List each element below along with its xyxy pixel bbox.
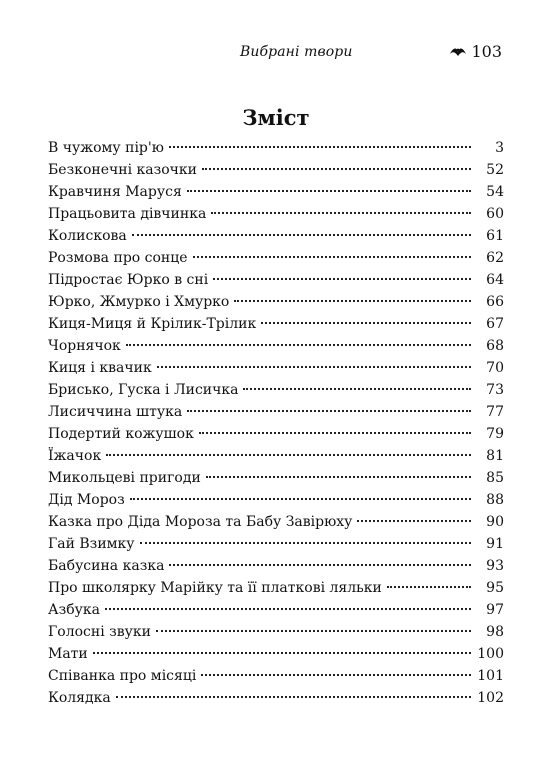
entry-page-number: 54 <box>486 184 504 200</box>
entry-page-number: 62 <box>486 250 504 266</box>
entry-title: Брисько, Гуска і Лисичка <box>48 382 239 398</box>
toc-entry[interactable] <box>48 313 504 335</box>
entry-title: Подертий кожушок <box>48 426 194 442</box>
toc-entry[interactable] <box>48 291 504 313</box>
toc-entry[interactable] <box>48 687 504 709</box>
entry-title: Лисиччина штука <box>48 404 183 420</box>
dot-leader <box>116 696 471 698</box>
entry-title: Микольцеві пригоди <box>48 470 201 486</box>
dot-leader <box>201 674 471 676</box>
entry-page-number: 97 <box>486 602 504 618</box>
dot-leader <box>357 520 471 522</box>
dot-leader <box>130 498 471 500</box>
toc-entry[interactable] <box>48 335 504 357</box>
entry-page-number: 85 <box>486 470 504 486</box>
entry-title: Про школярку Марійку та її платкові ляльки <box>48 580 382 596</box>
entry-title: Колядка <box>48 690 111 706</box>
toc-entry[interactable] <box>48 445 504 467</box>
dot-leader <box>199 432 471 434</box>
entry-title: Чорнячок <box>48 338 121 354</box>
toc-entry[interactable] <box>48 247 504 269</box>
dot-leader <box>169 564 471 566</box>
entry-page-number: 73 <box>486 382 504 398</box>
dot-leader <box>261 322 471 324</box>
dot-leader <box>206 476 471 478</box>
table-of-contents <box>48 137 504 709</box>
toc-entry[interactable] <box>48 511 504 533</box>
toc-entry[interactable] <box>48 467 504 489</box>
dot-leader <box>193 256 471 258</box>
entry-page-number: 79 <box>486 426 504 442</box>
entry-title: Мати <box>48 646 88 662</box>
toc-entry[interactable] <box>48 555 504 577</box>
entry-title: Голосні звуки <box>48 624 151 640</box>
toc-entry[interactable] <box>48 599 504 621</box>
dot-leader <box>140 542 471 544</box>
entry-page-number: 67 <box>486 316 504 332</box>
entry-title: Казка про Діда Мороза та Бабу Завірюху <box>48 514 353 530</box>
dot-leader <box>157 366 471 368</box>
entry-title: Кравчиня Маруся <box>48 184 182 200</box>
toc-entry[interactable] <box>48 225 504 247</box>
toc-entry[interactable] <box>48 665 504 687</box>
dot-leader <box>187 190 471 192</box>
dot-leader <box>106 454 471 456</box>
entry-page-number: 90 <box>486 514 504 530</box>
page-number: 103 <box>471 42 502 61</box>
entry-page-number: 66 <box>486 294 504 310</box>
entry-title: Бабусина казка <box>48 558 165 574</box>
toc-entry[interactable] <box>48 379 504 401</box>
entry-page-number: 77 <box>486 404 504 420</box>
entry-page-number: 70 <box>486 360 504 376</box>
entry-title: Колискова <box>48 228 127 244</box>
toc-entry[interactable] <box>48 533 504 555</box>
toc-entry[interactable] <box>48 489 504 511</box>
entry-page-number: 100 <box>477 646 504 662</box>
toc-entry[interactable] <box>48 423 504 445</box>
entry-page-number: 52 <box>486 162 504 178</box>
dot-leader <box>213 278 471 280</box>
dot-leader <box>169 146 471 148</box>
entry-page-number: 64 <box>486 272 504 288</box>
toc-entry[interactable] <box>48 621 504 643</box>
toc-entry[interactable] <box>48 357 504 379</box>
toc-entry[interactable] <box>48 159 504 181</box>
dot-leader <box>132 234 471 236</box>
entry-title: Гай Взимку <box>48 536 135 552</box>
dot-leader <box>211 212 471 214</box>
toc-entry[interactable] <box>48 577 504 599</box>
entry-title: В чужому пір'ю <box>48 140 164 156</box>
entry-title: Киця і квачик <box>48 360 152 376</box>
entry-title: Безконечні казочки <box>48 162 198 178</box>
entry-page-number: 95 <box>486 580 504 596</box>
dot-leader <box>243 388 471 390</box>
dot-leader <box>156 630 471 632</box>
entry-page-number: 91 <box>486 536 504 552</box>
entry-title: Киця-Миця й Крілик-Трілик <box>48 316 257 332</box>
book-title: Вибрані твори <box>240 44 353 60</box>
entry-page-number: 88 <box>486 492 504 508</box>
toc-entry[interactable] <box>48 269 504 291</box>
entry-title: Підростає Юрко в сні <box>48 272 209 288</box>
page-mark <box>449 42 502 62</box>
entry-page-number: 68 <box>486 338 504 354</box>
entry-page-number: 93 <box>486 558 504 574</box>
entry-title: Співанка про місяці <box>48 668 197 684</box>
ornament-icon <box>449 46 467 58</box>
entry-title: Їжачок <box>48 448 102 464</box>
dot-leader <box>387 586 471 588</box>
entry-page-number: 60 <box>486 206 504 222</box>
toc-entry[interactable] <box>48 203 504 225</box>
dot-leader <box>105 608 471 610</box>
entry-title: Працьовита дівчинка <box>48 206 207 222</box>
entry-title: Юрко, Жмурко і Хмурко <box>48 294 230 310</box>
entry-page-number: 102 <box>477 690 504 706</box>
toc-entry[interactable] <box>48 137 504 159</box>
dot-leader <box>93 652 471 654</box>
dot-leader <box>126 344 471 346</box>
entry-page-number: 101 <box>477 668 504 684</box>
table-of-contents-heading: Зміст <box>242 105 310 131</box>
entry-title: Дід Мороз <box>48 492 125 508</box>
dot-leader <box>202 168 471 170</box>
running-head <box>48 42 504 66</box>
toc-entry[interactable] <box>48 181 504 203</box>
entry-page-number: 98 <box>486 624 504 640</box>
entry-page-number: 3 <box>495 140 504 156</box>
entry-title: Розмова про сонце <box>48 250 188 266</box>
entry-title: Азбука <box>48 602 101 618</box>
entry-page-number: 61 <box>486 228 504 244</box>
toc-entry[interactable] <box>48 401 504 423</box>
entry-page-number: 81 <box>486 448 504 464</box>
dot-leader <box>234 300 471 302</box>
toc-entry[interactable] <box>48 643 504 665</box>
dot-leader <box>187 410 471 412</box>
